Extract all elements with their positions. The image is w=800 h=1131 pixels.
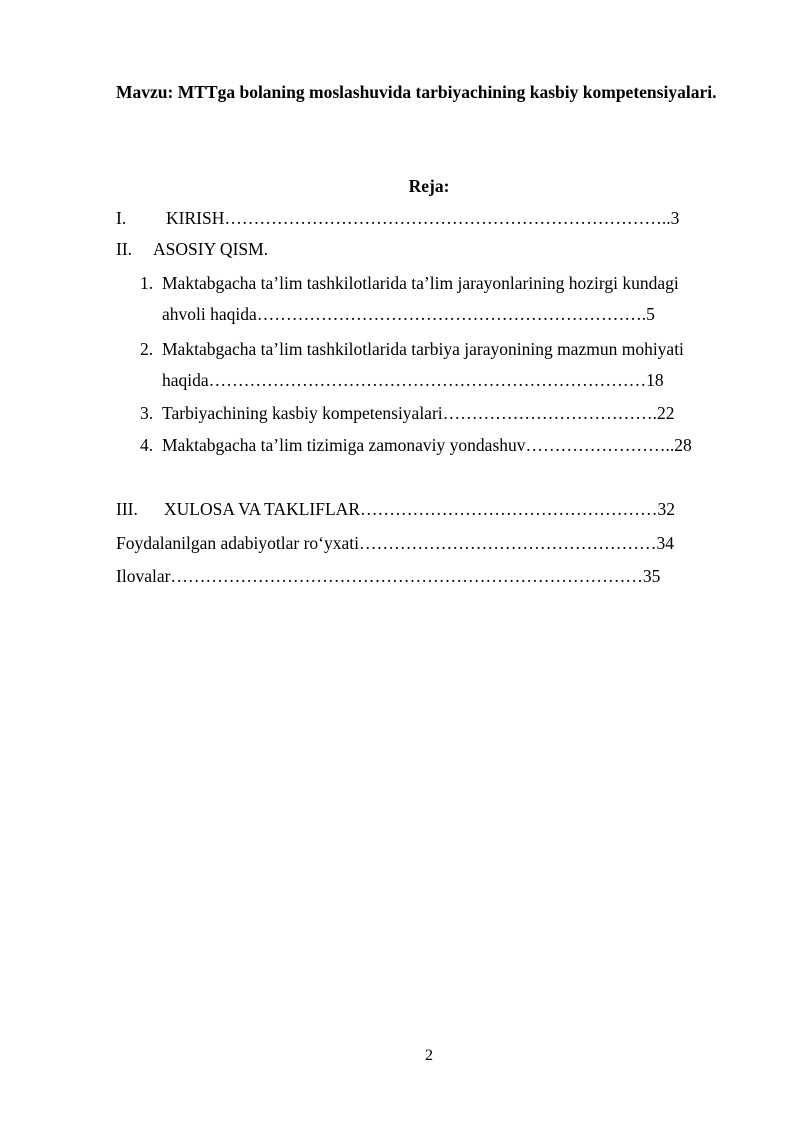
toc-subsection-line2: ahvoli haqida………………………………………………………….5 <box>162 304 655 324</box>
topic-heading: Mavzu: MTTga bolaning moslashuvida tarbiyachining kasbiy kompetensiyalari. <box>116 82 717 102</box>
toc-subsection-line2: haqida…………………………………………………………………18 <box>162 370 664 390</box>
toc-subsection-line1: Maktabgacha ta’lim tashkilotlarida tarbiya jarayonining mazmun mohiyati <box>162 339 684 359</box>
toc-subsection-4 <box>140 430 742 461</box>
toc-subsection-3 <box>140 398 742 429</box>
toc-section-number: II. <box>116 239 133 259</box>
page-number: 2 <box>425 1047 433 1064</box>
toc-subsection-number: 1. <box>140 273 154 293</box>
toc-section-conclusion <box>116 497 742 521</box>
toc-section-main-part <box>116 237 742 261</box>
toc-section-text: XULOSA VA TAKLIFLAR……………………………………………32 <box>164 499 675 519</box>
toc-subsection-number: 4. <box>140 435 154 455</box>
toc-subsection-1 <box>140 268 742 330</box>
toc-references: Foydalanilgan adabiyotlar ro‘yxati……………………………………………34 <box>116 533 674 553</box>
toc-subsection-line1: Tarbiyachining kasbiy kompetensiyalari……………………………….22 <box>162 403 675 423</box>
toc-section-text: ASOSIY QISM. <box>153 239 269 259</box>
plan-title: Reja: <box>408 176 450 196</box>
toc-subsection-line1: Maktabgacha ta’lim tashkilotlarida ta’lim jarayonlarining hozirgi kundagi <box>162 273 679 293</box>
toc-subsection-number: 2. <box>140 339 154 359</box>
toc-section-text: KIRISH…………………………………………………………………..3 <box>166 208 680 228</box>
toc-section-number: III. <box>116 499 138 519</box>
toc-subsection-2 <box>140 334 742 396</box>
toc-section-number: I. <box>116 208 127 228</box>
toc-appendices: Ilovalar………………………………………………………………………35 <box>116 566 661 586</box>
toc-section-introduction <box>116 206 742 230</box>
toc-subsection-line1: Maktabgacha ta’lim tizimiga zamonaviy yondashuv……………………..28 <box>162 435 692 455</box>
toc-subsection-number: 3. <box>140 403 154 423</box>
